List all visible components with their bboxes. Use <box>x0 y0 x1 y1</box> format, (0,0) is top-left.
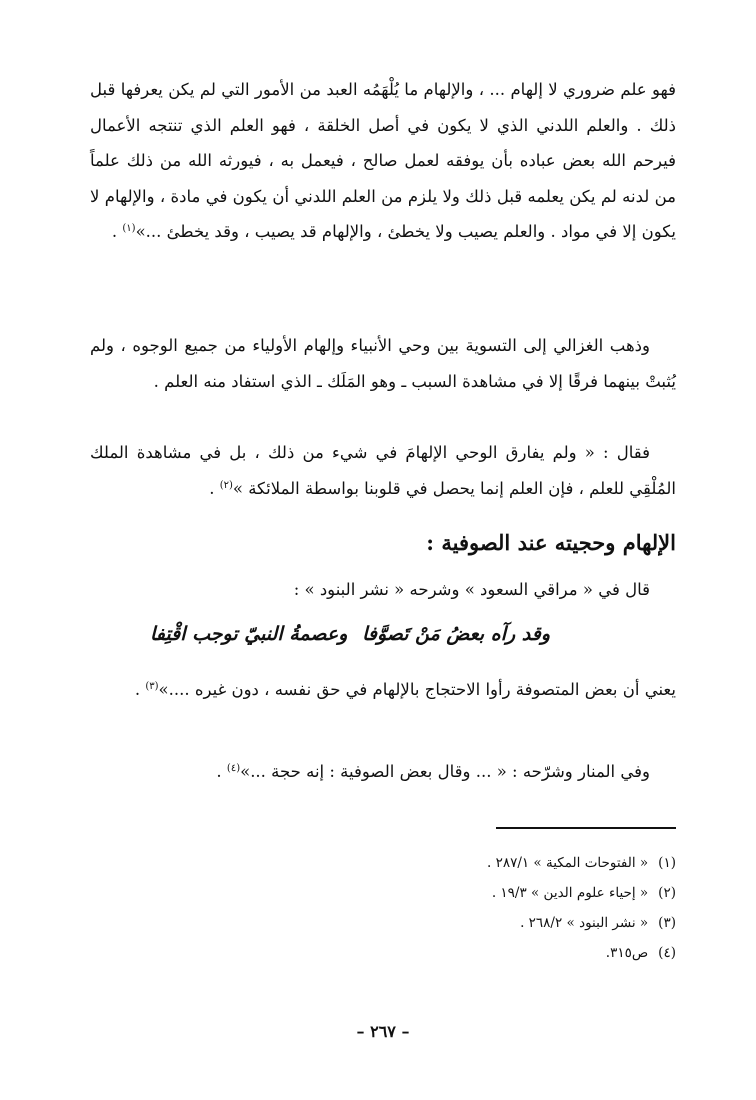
paragraph-ghazali-quote: فقال : « ولم يفارق الوحي الإلهامَ في شيء من ذلك ، بل في مشاهدة الملك المُلْقِي للعلم ، فإن العلم إنما يحصل في قلوبنا بواسطة الملائكة »$^{(٢)}$ . <box>90 443 676 498</box>
paragraph-sufi-explanation: يعني أن بعض المتصوفة رأوا الاحتجاج بالإلهام في حق نفسه ، دون غيره ....»$^{(٣)}$ . <box>134 680 676 699</box>
paragraph-ghazali-view: وذهب الغزالي إلى التسوية بين وحي الأنبياء وإلهام الأولياء من جميع الوجوه ، ولم يُثبتْ بينهما فرقًا إلا في مشاهدة السبب ـ وهو المَلَك ـ الذي استفاد منه العلم . <box>90 336 676 391</box>
page-number: – ٢٦٧ – <box>356 1022 410 1041</box>
verse-second-hemistich: وعصمةُ النبيّ توجب اقْتِفا <box>150 623 348 645</box>
footnote-ref-2: (٢) <box>219 479 233 491</box>
footnote-2: (٢)« إحياء علوم الدين » ١٩/٣ . <box>491 885 676 901</box>
footnote-ref-3: (٣) <box>145 681 159 692</box>
footnote-1: (١)« الفتوحات المكية » ٢٨٧/١ . <box>486 855 676 871</box>
footnote-3: (٣)« نشر البنود » ٢٦٨/٢ . <box>520 915 676 931</box>
paragraph-maraqi-intro: قال في « مراقي السعود » وشرحه « نشر البنود » : <box>293 580 650 599</box>
paragraph-ilham-definition: فهو علم ضروري لا إلهام ... ، والإلهام ما يُلْهَمُه العبد من الأمور التي لم يكن يعرفها قبل ذلك . والعلم اللدني الذي لا يكون في أصل الخلقة ، فهو العلم الذي تنتجه الأعمال فيرحم الله بعض عباده بأن يوفقه لعمل صالح ، فيعمل به ، فيورثه الله من ذلك علماً من لدنه لم يكن يعلمه قبل ذلك ولا يلزم من العلم اللدني أن يكون في مادة ، والإلهام لا يكون إلا في مواد . والعلم يصيب ولا يخطئ ، والإلهام قد يصيب ، وقد يخطئ ...»$^{(١)}$ . <box>90 80 677 241</box>
section-heading: الإلهام وحجيته عند الصوفية : <box>426 530 676 555</box>
footnote-ref-4: (٤) <box>226 763 241 774</box>
verse-first-hemistich: وقد رآه بعضُ مَنْ تَصوَّفا <box>362 623 550 645</box>
poetry-verse <box>90 618 676 650</box>
book-page <box>90 72 676 1052</box>
footnote-4: (٤)ص٣١٥. <box>605 945 676 961</box>
footnote-ref-1: (١) <box>122 223 136 234</box>
paragraph-manar-quote: وفي المنار وشرّحه : « ... وقال بعض الصوفية : إنه حجة ...»$^{(٤)}$ . <box>216 762 650 781</box>
footnote-divider <box>496 827 676 829</box>
